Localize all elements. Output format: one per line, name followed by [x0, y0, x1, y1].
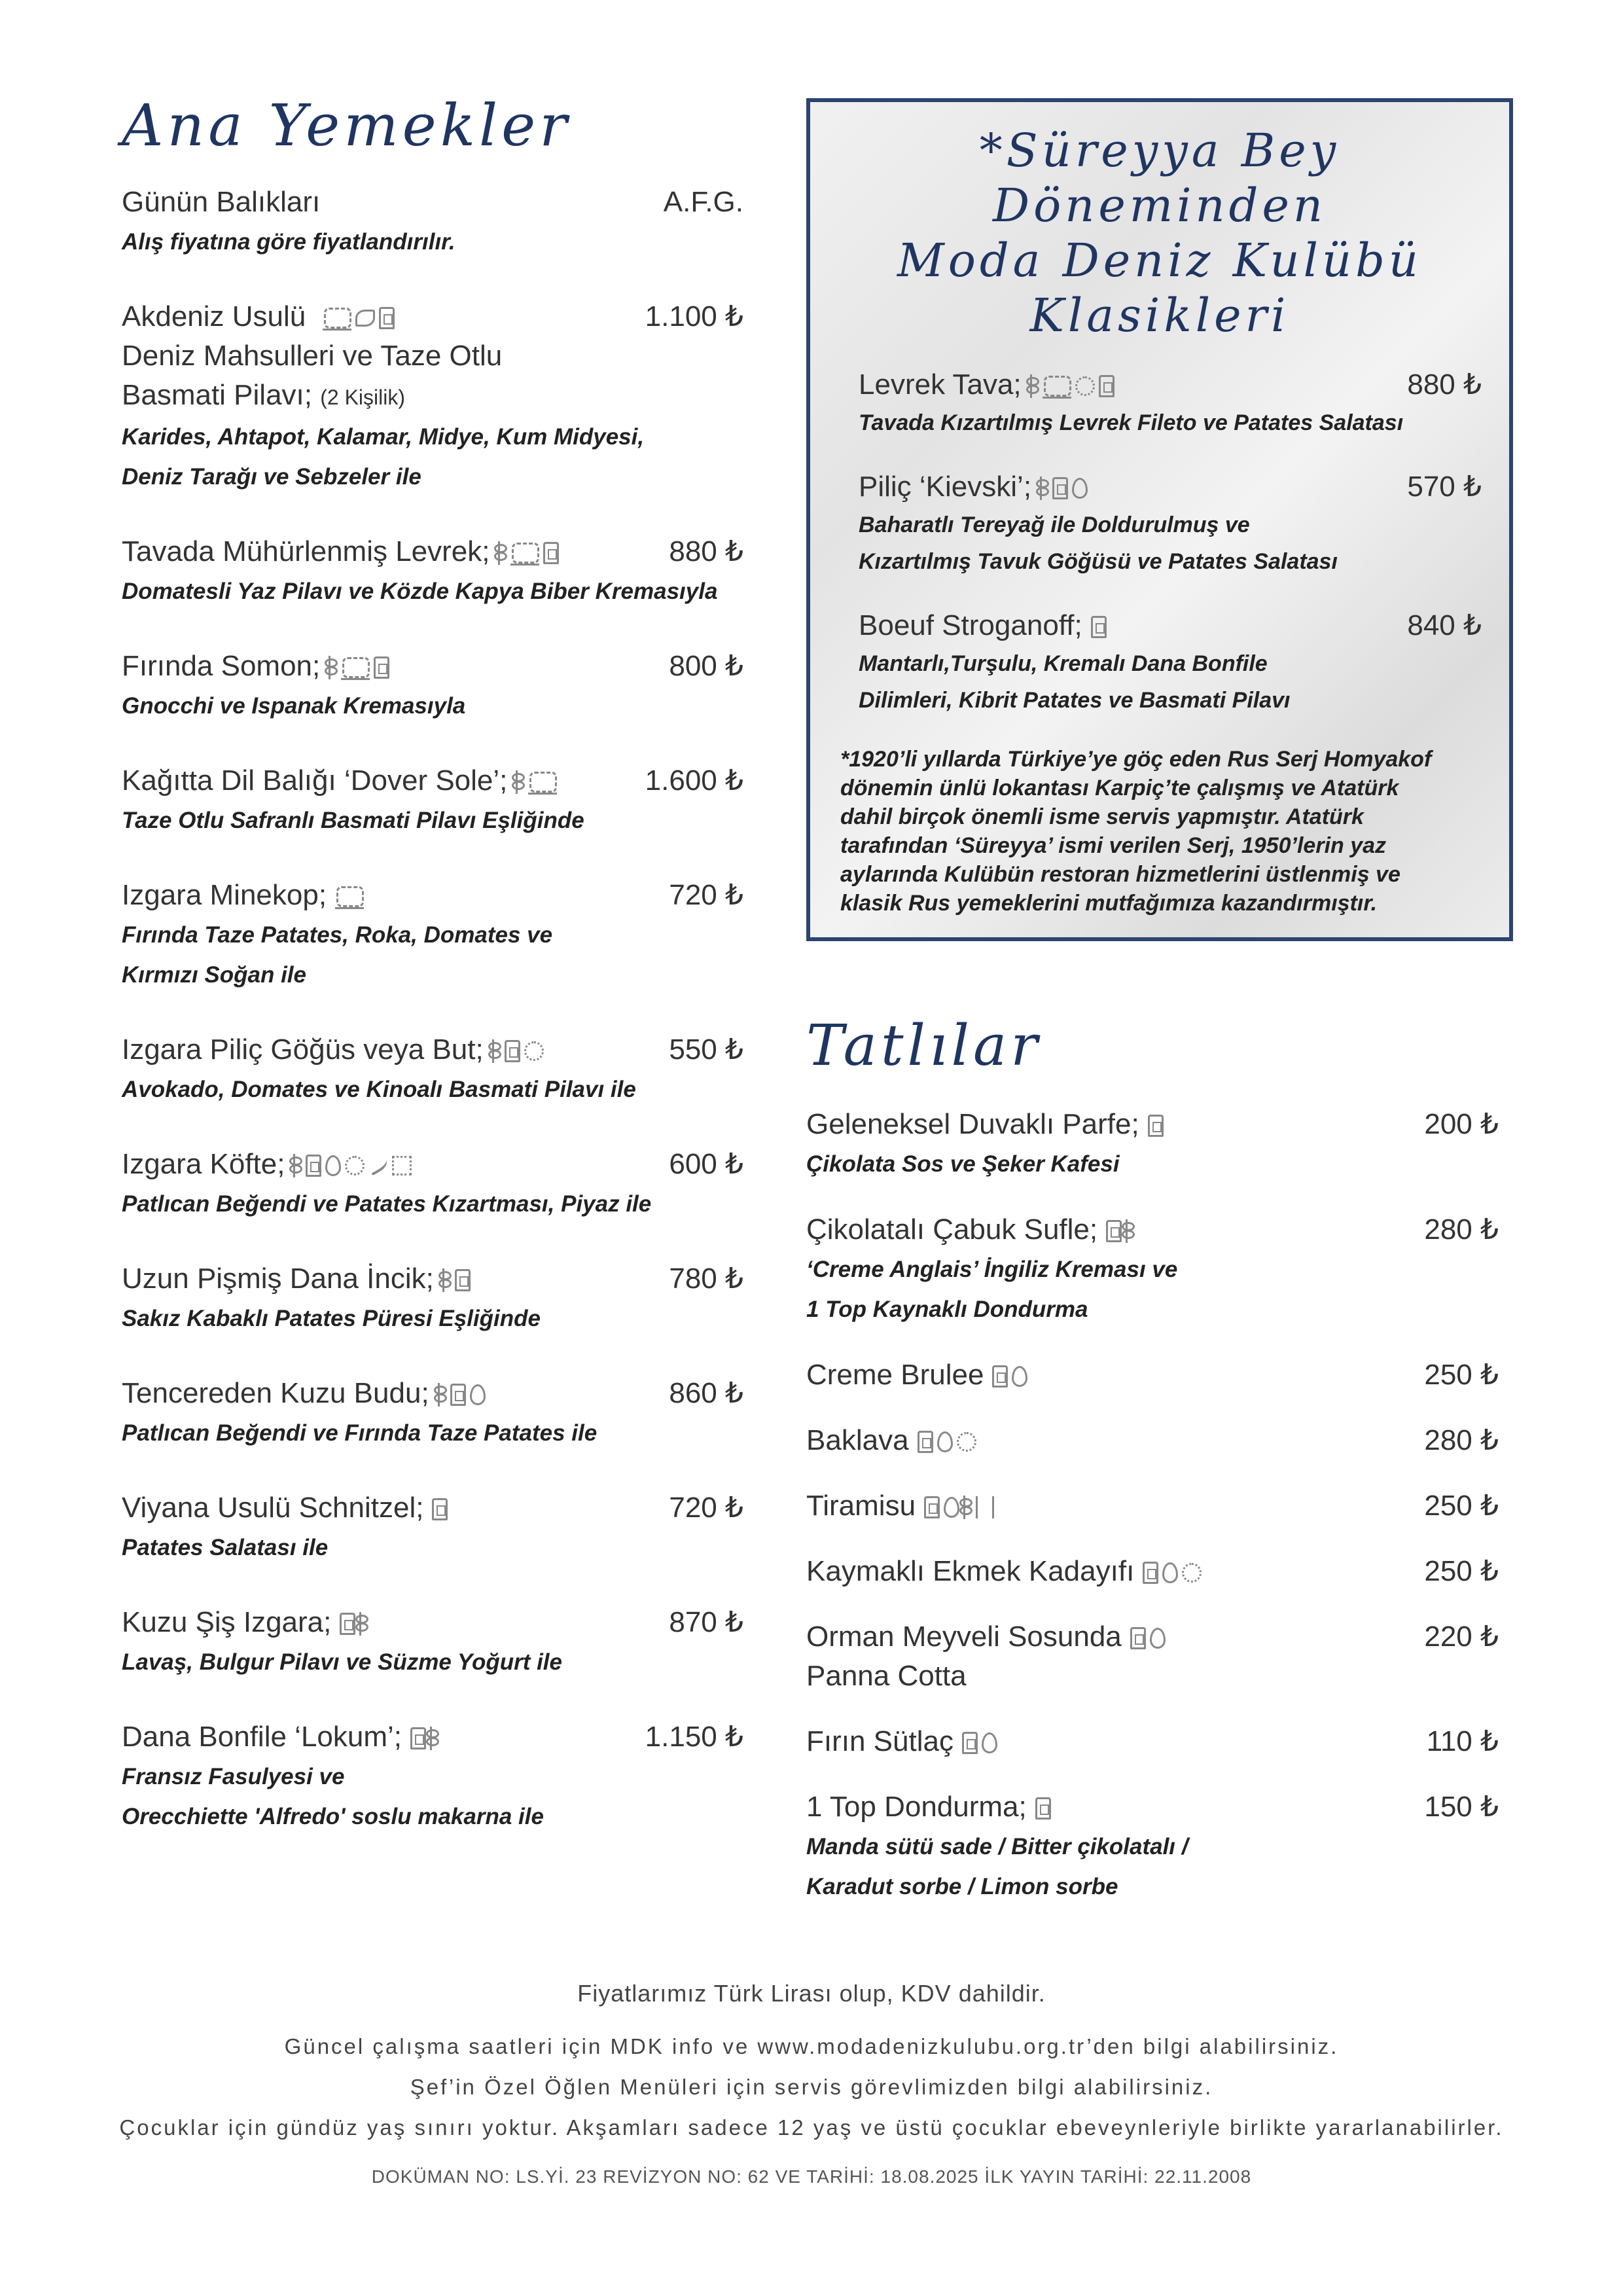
allergen-icons [1104, 1213, 1136, 1246]
wheat-icon [430, 1727, 438, 1750]
menu-item [806, 1210, 1499, 1329]
item-name-text: Izgara Minekop; [122, 879, 327, 911]
item-price: 860 ₺ [669, 1377, 743, 1409]
item-desc: Kızartılmış Tavuk Göğüsü ve Patates Salatası [859, 549, 1338, 574]
nut-icon [345, 1156, 365, 1175]
allergen-icons [291, 1148, 414, 1180]
milk-icon [1130, 1627, 1146, 1649]
item-desc: Lavaş, Bulgur Pilavı ve Süzme Yoğurt ile [122, 1649, 562, 1675]
item-name-text: Tiramisu [806, 1490, 916, 1522]
item-price: 550 ₺ [669, 1033, 743, 1066]
item-name-text: Baklava [806, 1424, 909, 1456]
allergen-icons [436, 1377, 488, 1409]
item-name-line: Akdeniz Usulü [122, 300, 306, 332]
item-name [859, 467, 1482, 507]
egg-icon [1162, 1562, 1178, 1583]
milk-icon [962, 1732, 978, 1754]
item-price: 280 ₺ [1424, 1424, 1499, 1456]
wheat-icon [963, 1496, 972, 1519]
footer-vat-note: Fiyatlarımız Türk Lirası olup, KDV dahildir. [577, 1980, 1046, 2007]
milk-icon [306, 1155, 321, 1177]
item-name-text: Boeuf Stroganoff; [859, 609, 1082, 641]
item-desc: Deniz Tarağı ve Sebzeler ile [122, 464, 421, 490]
menu-item [806, 1421, 1499, 1460]
allergen-icons [990, 1359, 1029, 1391]
allergen-icons [514, 764, 559, 797]
allergen-icons [440, 1263, 473, 1295]
milk-icon [543, 542, 559, 564]
allergen-icons [1033, 1791, 1053, 1823]
allergen-icons [1028, 368, 1116, 401]
item-price: 250 ₺ [1424, 1555, 1499, 1587]
item-name-text: Creme Brulee [806, 1359, 984, 1391]
item-desc: Kırmızı Soğan ile [122, 962, 306, 988]
item-price: 720 ₺ [669, 1492, 743, 1524]
milk-icon [340, 1613, 355, 1635]
item-name [806, 1552, 1499, 1591]
menu-item [806, 1552, 1499, 1591]
menu-item [122, 647, 743, 726]
allergen-icons [1128, 1621, 1168, 1653]
allergen-icons [333, 879, 366, 911]
item-name-text: Levrek Tava; [859, 368, 1022, 401]
item-desc: Dilimleri, Kibrit Patates ve Basmati Pilavı [859, 688, 1291, 713]
item-name-text: Fırın Sütlaç [806, 1725, 954, 1757]
milk-icon [374, 656, 389, 679]
milk-icon [1099, 375, 1115, 397]
history-note [840, 745, 1488, 918]
egg-icon [1012, 1366, 1027, 1387]
fish-icon [355, 310, 375, 327]
wheat-icon [1040, 476, 1048, 500]
nut-icon [957, 1432, 976, 1452]
shellfish-icon [528, 770, 557, 795]
item-name-text: Kaymaklı Ekmek Kadayıfı [806, 1555, 1135, 1587]
menu-item [859, 365, 1482, 441]
wheat-icon [438, 1383, 446, 1407]
menu-item [806, 1105, 1499, 1184]
item-name [806, 1722, 1499, 1761]
item-name-text: Tavada Mühürlenmiş Levrek; [122, 535, 490, 567]
allergen-icons [408, 1721, 440, 1753]
allergen-icons [1141, 1555, 1204, 1587]
allergen-icons [430, 1492, 450, 1524]
allergen-icons [1089, 609, 1109, 641]
allergen-icons [1038, 471, 1090, 503]
section-title-main: Ana Yemekler [122, 92, 571, 159]
shellfish-icon [1043, 374, 1071, 399]
allergen-icons [327, 650, 391, 682]
item-name-line: Panna Cotta [806, 1660, 967, 1692]
wheat-icon [1030, 374, 1039, 398]
item-name-line: Deniz Mahsulleri ve Taze Otlu [122, 340, 503, 372]
item-desc: Fırında Taze Patates, Roka, Domates ve [122, 922, 553, 948]
classics-title-line: Moda Deniz Kulübü [897, 234, 1422, 287]
allergen-icons [496, 535, 561, 567]
menu-item [122, 876, 743, 995]
milk-icon [1148, 1115, 1164, 1137]
portion-note: (2 Kişilik) [320, 386, 405, 409]
item-price: 840 ₺ [1407, 609, 1482, 641]
item-desc: Patates Salatası ile [122, 1535, 329, 1560]
item-price: 150 ₺ [1424, 1791, 1499, 1823]
item-name-text: Izgara Köfte; [122, 1148, 285, 1180]
shellfish-icon [341, 656, 370, 680]
allergen-icons [490, 1033, 546, 1066]
footer-lunch-note: Şef’in Özel Öğlen Menüleri için servis görevlimizden bilgi alabilirsiniz. [410, 2075, 1213, 2099]
item-name-text: Piliç ‘Kievski’; [859, 471, 1032, 503]
item-price: 720 ₺ [669, 879, 743, 911]
item-name-text: Tencereden Kuzu Budu; [122, 1377, 429, 1409]
egg-icon [982, 1732, 997, 1753]
menu-item [806, 1722, 1499, 1761]
footer-hours-note: Güncel çalışma saatleri için MDK info ve www.modadenizkulubu.org.tr’den bilgi alabilirsiniz. [284, 2034, 1339, 2058]
note-line: dönemin ünlü lokantası Karpiç’te çalışmış ve Atatürk [840, 776, 1399, 800]
menu-item [806, 1787, 1499, 1907]
egg-icon [944, 1497, 959, 1518]
nut-icon [1075, 376, 1095, 396]
menu-item [122, 1603, 743, 1682]
shellfish-icon [510, 541, 539, 565]
note-line: aylarında Kulübün restoran hizmetlerini üstlenmiş ve [840, 862, 1400, 887]
item-name-text: Orman Meyveli Sosunda [806, 1621, 1122, 1653]
item-name [122, 1145, 743, 1184]
item-name [122, 532, 743, 571]
wheat-icon [516, 770, 524, 794]
item-name-text: Viyana Usulü Schnitzel; [122, 1492, 424, 1524]
item-name [859, 365, 1482, 404]
item-price: 780 ₺ [669, 1263, 743, 1295]
item-price: 870 ₺ [669, 1606, 743, 1638]
chili-icon [367, 1156, 390, 1176]
milk-icon [432, 1498, 448, 1520]
item-price: 280 ₺ [1424, 1213, 1499, 1246]
note-line: dahil birçok önemli isme servis yapmıştır. Atatürk [840, 804, 1364, 829]
item-price: 880 ₺ [1407, 368, 1482, 401]
allergen-icons [338, 1606, 370, 1638]
menu-item [859, 467, 1482, 580]
allergen-icons [922, 1490, 996, 1522]
menu-item [122, 1030, 743, 1109]
item-name-text: 1 Top Dondurma; [806, 1791, 1027, 1823]
item-desc: Patlıcan Beğendi ve Fırında Taze Patates ile [122, 1420, 597, 1446]
section-title-desserts: Tatlılar [806, 1013, 1042, 1079]
item-price: 250 ₺ [1424, 1359, 1499, 1391]
item-name [122, 1488, 743, 1528]
milk-icon [410, 1727, 426, 1749]
menu-item [122, 761, 743, 840]
milk-icon [455, 1269, 471, 1291]
egg-icon [937, 1431, 953, 1452]
item-name-line: Basmati Pilavı; [122, 379, 312, 411]
item-price: 800 ₺ [669, 650, 743, 682]
menu-item [122, 1717, 743, 1837]
milk-icon [505, 1040, 520, 1062]
classics-title-line: Klasikleri [1029, 289, 1290, 342]
item-price: 1.600 ₺ [645, 764, 743, 797]
egg-icon [470, 1384, 486, 1405]
item-name [859, 606, 1482, 645]
shellfish-icon [335, 885, 364, 909]
item-desc: Manda sütü sade / Bitter çikolatalı / [806, 1834, 1188, 1859]
menu-item [122, 297, 743, 497]
item-name-text: Izgara Piliç Göğüs veya But; [122, 1033, 484, 1066]
item-desc: Gnocchi ve Ispanak Kremasıyla [122, 693, 466, 719]
wheat-icon [442, 1268, 451, 1292]
item-price: 220 ₺ [1424, 1621, 1499, 1653]
item-desc: Karides, Ahtapot, Kalamar, Midye, Kum Midyesi, [122, 424, 645, 450]
milk-icon [918, 1431, 933, 1453]
wine-icon [976, 1496, 994, 1518]
item-name [806, 1787, 1499, 1827]
item-name-text: Uzun Pişmiş Dana İncik; [122, 1263, 434, 1295]
item-desc: Orecchiette 'Alfredo' soslu makarna ile [122, 1804, 544, 1829]
classics-title [831, 123, 1488, 343]
menu-item [122, 1488, 743, 1568]
wheat-icon [1126, 1219, 1134, 1243]
item-desc: Tavada Kızartılmış Levrek Fileto ve Patates Salatası [859, 410, 1404, 435]
milk-icon [379, 307, 395, 329]
desserts-section [806, 1013, 1513, 1907]
item-name [806, 1617, 1499, 1657]
item-name [806, 1421, 1499, 1460]
menu-item [806, 1486, 1499, 1526]
item-name-line [122, 376, 743, 417]
egg-icon [1072, 478, 1088, 499]
item-name-text: Fırında Somon; [122, 650, 321, 682]
right-column [806, 98, 1513, 1933]
allergen-icons [916, 1424, 978, 1456]
item-desc: Karadut sorbe / Limon sorbe [806, 1874, 1118, 1899]
menu-item [122, 532, 743, 611]
item-desc: Domatesli Yaz Pilavı ve Közde Kapya Biber Kremasıyla [122, 579, 718, 604]
item-name-text: Kuzu Şiş Izgara; [122, 1606, 332, 1638]
note-line: *1920’li yıllarda Türkiye’ye göç eden Rus Serj Homyakof [840, 747, 1432, 772]
menu-item [806, 1617, 1499, 1696]
item-desc: Baharatlı Tereyağ ile Doldurulmuş ve [859, 512, 1250, 537]
wheat-icon [293, 1154, 302, 1177]
milk-icon [924, 1496, 940, 1518]
item-price: 570 ₺ [1407, 471, 1482, 503]
item-price: 250 ₺ [1424, 1490, 1499, 1522]
wheat-icon [492, 1039, 501, 1063]
menu-item [122, 1374, 743, 1453]
menu-item [122, 1145, 743, 1224]
milk-icon [1091, 616, 1107, 638]
item-name-text: Dana Bonfile ‘Lokum’; [122, 1721, 402, 1753]
item-name [806, 1486, 1499, 1526]
note-line: tarafından ‘Süreyya’ ismi verilen Serj, 1950’lerin yaz [840, 833, 1387, 858]
item-desc: Mantarlı,Turşulu, Kremalı Dana Bonfile [859, 651, 1268, 676]
menu-item [806, 1355, 1499, 1395]
item-name [122, 1603, 743, 1642]
milk-icon [450, 1384, 466, 1406]
item-name [122, 1374, 743, 1413]
item-desc: ‘Creme Anglais’ İngiliz Kreması ve [806, 1257, 1178, 1282]
egg-icon [325, 1155, 341, 1176]
item-name-text: Çikolatalı Çabuk Sufle; [806, 1213, 1098, 1246]
item-desc: Avokado, Domates ve Kinoalı Basmati Pilavı ile [122, 1077, 636, 1102]
wheat-icon [359, 1612, 368, 1636]
item-name [122, 876, 743, 915]
item-price: 200 ₺ [1424, 1108, 1499, 1140]
item-price: 1.150 ₺ [645, 1721, 743, 1753]
note-line: klasik Rus yemeklerini mutfağımıza kazandırmıştır. [840, 891, 1378, 916]
item-desc: Alış fiyatına göre fiyatlandırılır. [122, 229, 455, 255]
item-name-text: Geleneksel Duvaklı Parfe; [806, 1108, 1139, 1140]
classics-title-line: *Süreyya Bey Döneminden [979, 124, 1340, 232]
milk-icon [1052, 477, 1068, 499]
allergen-icons [321, 300, 397, 332]
milk-icon [992, 1365, 1008, 1388]
celery-icon [392, 1156, 412, 1175]
main-courses-section [122, 92, 743, 1872]
wheat-icon [329, 656, 337, 679]
item-price: A.F.G. [663, 186, 743, 218]
item-name [122, 1030, 743, 1069]
milk-icon [1143, 1562, 1158, 1584]
item-price: 110 ₺ [1426, 1725, 1499, 1757]
footer-children-note: Çocuklar için gündüz yaş sınırı yoktur. Akşamları sadece 12 yaş ve üstü çocuklar ebeveynleriyle birlikte yararlanabilirler. [119, 2115, 1504, 2140]
menu-item [122, 183, 743, 262]
allergen-icons [960, 1725, 999, 1757]
menu-item [122, 1259, 743, 1338]
item-name: Günün Balıkları [122, 186, 321, 218]
item-name [806, 1105, 1499, 1144]
item-name [806, 1210, 1499, 1249]
nut-icon [524, 1041, 544, 1061]
milk-icon [1106, 1220, 1122, 1242]
item-name-text: Kağıtta Dil Balığı ‘Dover Sole’; [122, 764, 508, 797]
item-name [122, 1259, 743, 1299]
item-name [806, 1355, 1499, 1395]
item-price: 880 ₺ [669, 535, 743, 567]
item-desc: Sakız Kabaklı Patates Püresi Eşliğinde [122, 1306, 541, 1331]
wheat-icon [498, 541, 507, 565]
shellfish-icon [323, 306, 351, 331]
item-desc: Patlıcan Beğendi ve Patates Kızartması, Piyaz ile [122, 1191, 652, 1217]
item-price: 1.100 ₺ [645, 300, 743, 332]
item-desc: Fransız Fasulyesi ve [122, 1764, 345, 1789]
item-desc: Çikolata Sos ve Şeker Kafesi [806, 1151, 1120, 1177]
footer-document-info: DOKÜMAN NO: LS.Yİ. 23 REVİZYON NO: 62 VE TARİHİ: 18.08.2025 İLK YAYIN TARİHİ: 22.11.2008 [371, 2166, 1252, 2187]
allergen-icons [1146, 1108, 1166, 1140]
menu-item [859, 606, 1482, 719]
item-desc: Taze Otlu Safranlı Basmati Pilavı Eşliğinde [122, 808, 584, 833]
nut-icon [1182, 1563, 1202, 1583]
egg-icon [1150, 1628, 1166, 1649]
item-price: 600 ₺ [669, 1148, 743, 1180]
item-desc: 1 Top Kaynaklı Dondurma [806, 1297, 1088, 1322]
milk-icon [1035, 1797, 1051, 1820]
classics-box [806, 98, 1513, 941]
item-name [122, 647, 743, 686]
